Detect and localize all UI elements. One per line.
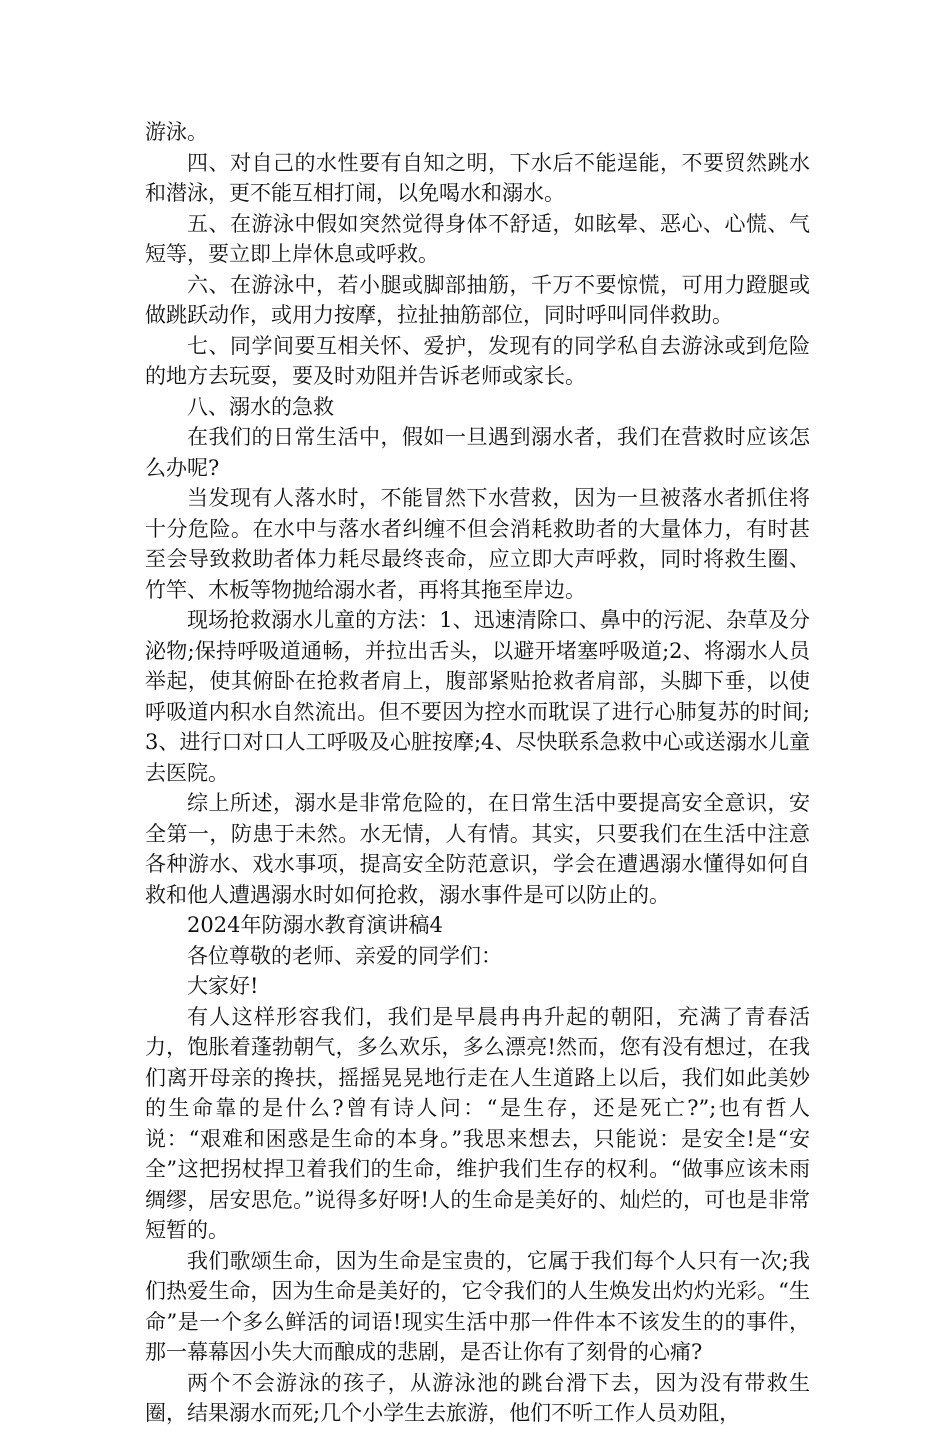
paragraph-8: 当发现有人落水时，不能冒然下水营救，因为一旦被落水者抓住将十分危险。在水中与落水者纠缠不但会消耗救助者的大量体力，有时甚至会导致救助者体力耗尽最终丧命，应立即大声呼救，同时将救生圈、竹竿、木板等物抛给溺水者，再将其拖至岸边。 — [145, 486, 810, 602]
paragraph-14: 有人这样形容我们，我们是早晨冉冉升起的朝阳，充满了青春活力，饱胀着蓬勃朝气，多么欢乐，多么漂亮!然而，您有没有想过，在我们离开母亲的搀扶，摇摇晃晃地行走在人生道路上以后，我们如此美妙的生命靠的是什么?曾有诗人问：“是生存，还是死亡?”;也有哲人说：“艰难和困惑是生命的本身。”我思来想去，只能说：是安全!是“安全”这把拐杖捍卫着我们的生命，维护我们生存的权利。“做事应该未雨绸缪，居安思危。”说得多好呀!人的生命是美好的、灿烂的，可也是非常短暂的。 — [145, 1004, 810, 1242]
document-body — [145, 117, 810, 1429]
paragraph-15: 我们歌颂生命，因为生命是宝贵的，它属于我们每个人只有一次;我们热爱生命，因为生命是美好的，它令我们的人生焕发出灼灼光彩。“生命”是一个多么鲜活的词语!现实生活中那一件件本不该发生的的事件，那一幕幕因小失大而酿成的悲剧，是否让你有了刻骨的心痛? — [145, 1248, 810, 1364]
paragraph-1: 游泳。 — [145, 120, 208, 144]
paragraph-7: 在我们的日常生活中，假如一旦遇到溺水者，我们在营救时应该怎么办呢? — [145, 425, 810, 480]
paragraph-3: 五、在游泳中假如突然觉得身体不舒适，如眩晕、恶心、心慌、气短等，要立即上岸休息或呼救。 — [145, 211, 810, 266]
paragraph-9: 现场抢救溺水儿童的方法：1、迅速清除口、鼻中的污泥、杂草及分泌物;保持呼吸道通畅，并拉出舌头，以避开堵塞呼吸道;2、将溺水人员举起，使其俯卧在抢救者肩上，腹部紧贴抢救者肩部，头脚下垂，以使呼吸道内积水自然流出。但不要因为控水而耽误了进行心肺复苏的时间;3、进行口对口人工呼吸及心脏按摩;4、尽快联系急救中心或送溺水儿童去医院。 — [145, 608, 810, 785]
salutation: 各位尊敬的老师、亲爱的同学们： — [187, 943, 502, 968]
paragraph-4: 六、在游泳中，若小腿或脚部抽筋，千万不要惊慌，可用力蹬腿或做跳跃动作，或用力按摩，拉扯抽筋部位，同时呼叫同伴救助。 — [145, 272, 810, 327]
paragraph-2: 四、对自己的水性要有自知之明，下水后不能逞能，不要贸然跳水和潜泳，更不能互相打闹，以免喝水和溺水。 — [145, 150, 810, 205]
speech-title: 2024年防溺水教育演讲稿4 — [187, 913, 443, 937]
paragraph-10: 综上所述，溺水是非常危险的，在日常生活中要提高安全意识，安全第一，防患于未然。水无情，人有情。其实，只要我们在生活中注意各种游水、戏水事项，提高安全防范意识，学会在遭遇溺水懂得如何自救和他人遭遇溺水时如何抢救，溺水事件是可以防止的。 — [145, 791, 810, 907]
greeting: 大家好! — [187, 974, 259, 998]
paragraph-5: 七、同学间要互相关怀、爱护，发现有的同学私自去游泳或到危险的地方去玩耍，要及时劝阻并告诉老师或家长。 — [145, 333, 810, 388]
section-heading-drowning-first-aid: 八、溺水的急救 — [187, 394, 334, 419]
paragraph-16: 两个不会游泳的孩子，从游泳池的跳台滑下去，因为没有带救生圈，结果溺水而死;几个小学生去旅游，他们不听工作人员劝阻， — [145, 1370, 810, 1425]
